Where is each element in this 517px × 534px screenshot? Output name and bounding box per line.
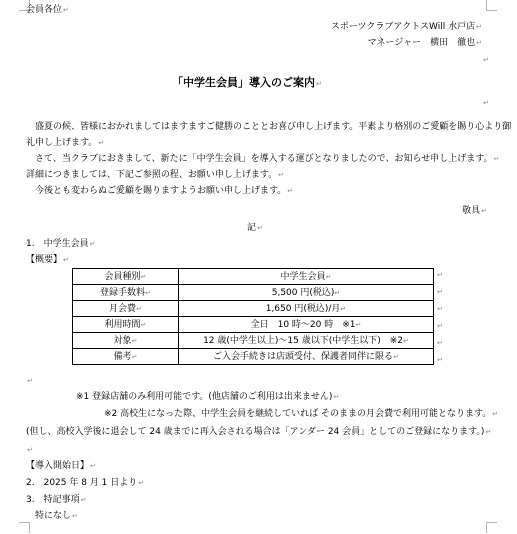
body-text: 盛夏の候、皆様におかれましてはますますご健勝のこととお喜び申し上げます。平素より格別のご愛顧を賜り心より御 (26, 122, 512, 132)
blank-line[interactable] (482, 97, 489, 109)
paragraph-mark-icon: ↵ (333, 393, 340, 401)
paragraph-mark-icon: ↵ (492, 410, 499, 418)
paragraph-mark-icon: ↵ (72, 512, 78, 520)
start-date-heading: 【導入開始日】 (26, 461, 90, 471)
table-label-cell[interactable]: 月会費↵ (73, 301, 179, 317)
overview-heading: 【概要】 (26, 255, 63, 265)
table-row (73, 333, 434, 349)
section-1-heading: 1. 中学生会員 (26, 239, 89, 249)
section-3-line[interactable] (26, 494, 86, 506)
paragraph-mark-icon: ↵ (483, 56, 489, 64)
sender-store: スポーツクラブアクトスWill 水戸店 (330, 22, 476, 32)
paragraph-mark-icon: ↵ (90, 462, 96, 470)
table-label-cell[interactable]: 備考↵ (73, 349, 179, 365)
blank-line[interactable] (26, 375, 33, 387)
start-date-heading-line[interactable] (26, 460, 96, 472)
paragraph-mark-icon: ↵ (485, 428, 492, 436)
table-label-cell[interactable]: 対象↵ (73, 333, 179, 349)
row-end-mark-icon: ↵ (437, 305, 443, 313)
table-row (73, 317, 434, 333)
table-value-cell[interactable]: 12 歳(中学生以上)～15 歳以下(中学生以下) ※2↵ (179, 333, 434, 349)
section-3-heading: 3. 特記事項 (26, 495, 80, 505)
document-title: 「中学生会員」導入のご案内 (172, 76, 315, 89)
table-value-cell[interactable]: 5,500 円(税込)↵ (179, 285, 434, 301)
paragraph-mark-icon: ↵ (476, 39, 482, 47)
paragraph-mark-icon: ↵ (483, 99, 489, 107)
closing-line[interactable] (462, 205, 487, 217)
overview-line[interactable] (26, 254, 69, 266)
section-1-line[interactable] (26, 238, 95, 250)
row-end-mark-icon: ↵ (437, 271, 443, 279)
ki-heading: 記 (247, 223, 257, 233)
paragraph-mark-icon: ↵ (257, 224, 263, 232)
row-end-mark-icon: ↵ (437, 339, 443, 347)
note-1-line[interactable] (76, 391, 339, 403)
crop-mark-top-right (486, 0, 497, 11)
crop-mark-bottom-right (486, 522, 497, 533)
ki-line[interactable] (247, 222, 263, 234)
body-text: さて、当クラブにおきまして、新たに「中学生会員」を導入する運びとなりましたので、お知らせ申し上げます。 (26, 154, 493, 164)
addressee-line[interactable] (26, 4, 69, 16)
paragraph-mark-icon: ↵ (63, 6, 69, 14)
paragraph-mark-icon: ↵ (89, 240, 96, 248)
paragraph-mark-icon: ↵ (63, 256, 69, 264)
paragraph-mark-icon: ↵ (287, 187, 294, 195)
paragraph-mark-icon: ↵ (493, 155, 500, 163)
title-line[interactable] (172, 77, 322, 90)
body-text: 礼申し上げます。 (26, 138, 98, 148)
table-label-cell[interactable]: 会員種別↵ (73, 269, 179, 285)
body-text: 今後とも変わらぬご愛顧を賜りますようお願い申し上げます。 (26, 186, 287, 196)
paragraph-mark-icon: ↵ (481, 207, 487, 215)
note-1: ※1 登録店舗のみ利用可能です。(他店舗のご利用は出来ません) (76, 392, 333, 402)
table-row (73, 301, 434, 317)
sender-manager: マネージャー 横田 徹也 (367, 38, 476, 48)
sender-store-line[interactable] (331, 21, 482, 33)
paragraph-mark-icon: ↵ (278, 171, 284, 179)
section-2-line[interactable] (26, 477, 144, 489)
paragraph-mark-icon: ↵ (476, 23, 482, 31)
paragraph-mark-icon: ↵ (27, 446, 33, 454)
row-end-mark-icon: ↵ (437, 322, 443, 330)
table-label-cell[interactable]: 利用時間↵ (73, 317, 179, 333)
body-text: 詳細につきましては、下記ご参照の程、お願い申し上げます。 (26, 170, 278, 180)
paragraph-mark-icon: ↵ (138, 479, 145, 487)
table-row (73, 285, 434, 301)
row-end-mark-icon: ↵ (437, 356, 443, 364)
table-row (73, 269, 434, 285)
body-paragraph-2-line-2[interactable] (26, 169, 284, 181)
table-value-cell[interactable]: 全日 10 時～20 時 ※1↵ (179, 317, 434, 333)
addressee: 会員各位 (26, 5, 63, 15)
sender-manager-line[interactable] (367, 37, 482, 49)
table-value-cell[interactable]: ご入会手続きは店頭受付、保護者同伴に限る↵ (179, 349, 434, 365)
table-value-cell[interactable]: 1,650 円(税込)/月↵ (179, 301, 434, 317)
table-row (73, 349, 434, 365)
paragraph-mark-icon: ↵ (98, 139, 105, 147)
body-paragraph-2-line-1[interactable] (26, 153, 499, 165)
table-value-cell[interactable]: 中学生会員↵ (179, 269, 434, 285)
special-notes-line[interactable] (26, 510, 78, 522)
body-paragraph-3[interactable] (26, 185, 293, 197)
note-3-line[interactable] (26, 426, 491, 438)
paragraph-mark-icon: ↵ (27, 377, 33, 385)
section-2-heading: 2. 2025 年 8 月 1 日より (26, 478, 138, 488)
membership-table (72, 268, 434, 365)
blank-line[interactable] (26, 444, 33, 456)
body-paragraph-1-line-2[interactable] (26, 137, 104, 149)
table-label-cell[interactable]: 登録手数料↵ (73, 285, 179, 301)
note-3: (但し、高校入学後に退会して 24 歳までに再入会される場合は「アンダー 24 会員」としてのご登録になります。) (26, 427, 485, 437)
closing-word: 敬具 (462, 206, 481, 216)
paragraph-mark-icon: ↵ (80, 496, 87, 504)
crop-mark-bottom-left (19, 522, 30, 533)
paragraph-mark-icon: ↵ (316, 80, 322, 88)
body-paragraph-1-line-1[interactable] (26, 121, 511, 133)
special-notes: 特になし (26, 511, 72, 521)
note-2: ※2 高校生になった際、中学生会員を継続していれば そのままの月会費で利用可能となります。 (104, 409, 492, 419)
note-2-line[interactable] (104, 408, 498, 420)
row-end-mark-icon: ↵ (437, 288, 443, 296)
blank-line[interactable] (482, 54, 489, 66)
